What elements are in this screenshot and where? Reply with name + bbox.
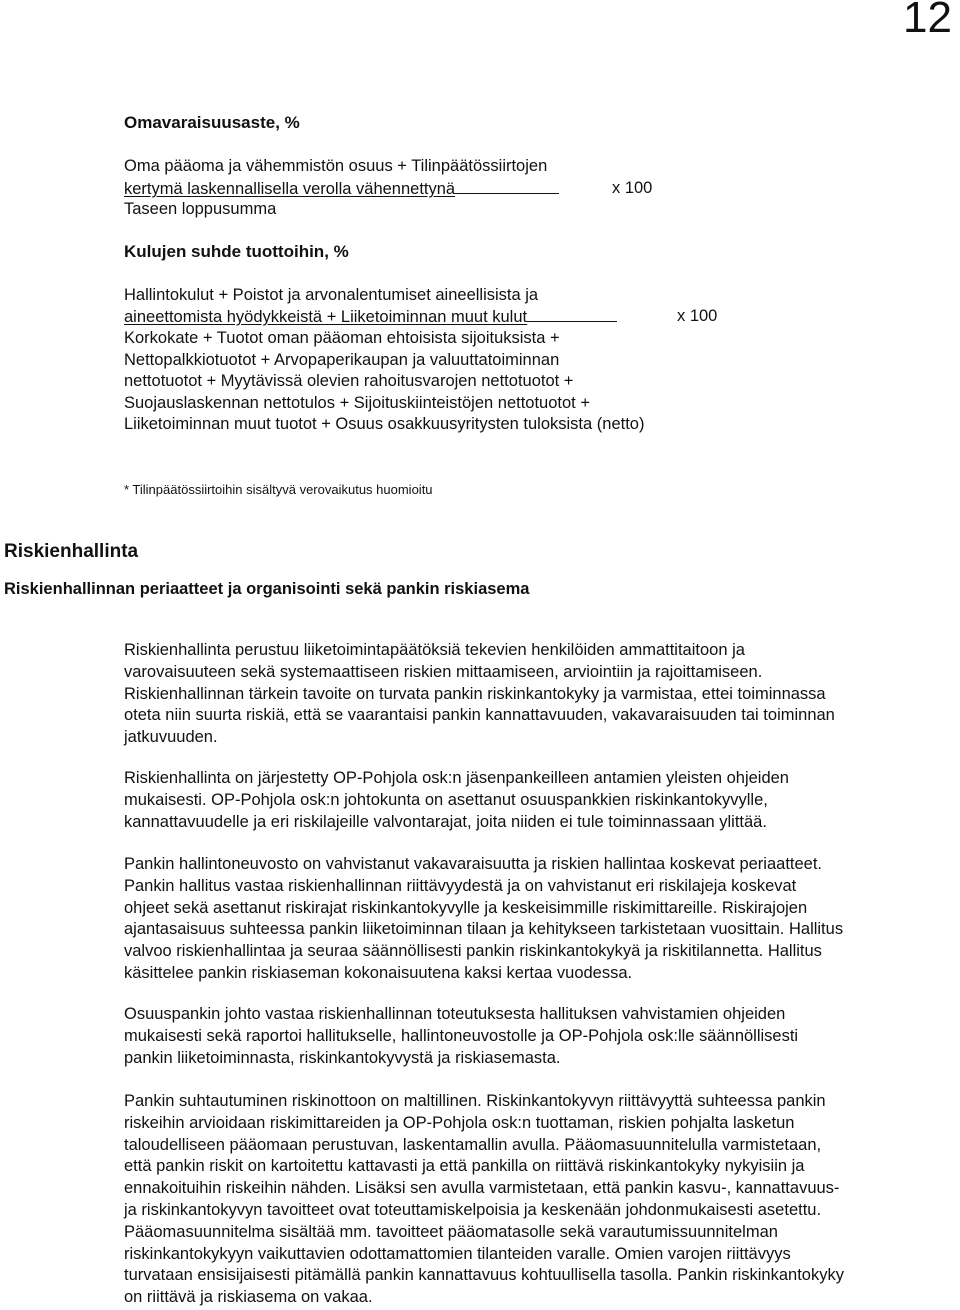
paragraph-line: valvoo riskienhallintaa ja seuraa säännöllisesti pankin riskinkantokykyä ja riskitilannetta. Hallitus: [124, 942, 822, 961]
omavaraisuus-numerator-line-1: Oma pääoma ja vähemmistön osuus + Tilinpäätössiirtojen: [124, 157, 548, 175]
paragraph-line: Pääomasuunnitelma sisältää mm. tavoitteet pääomatasolle sekä varautumissuunnitelman: [124, 1222, 778, 1241]
paragraph-line: mukaisesti sekä raportoi hallitukselle, hallintoneuvostolle ja OP-Pohjola osk:lle säännöllisesti: [124, 1026, 799, 1045]
paragraph-line: turvataan ensisijaisesti pitämällä pankin kannattavuus kohtuullisella tasolla. Pankin riskinkantokyky: [124, 1266, 844, 1285]
kulujen-numerator-text: aineettomista hyödykkeistä + Liiketoiminnan muut kulut: [124, 308, 528, 326]
kulujen-denominator-line: Nettopalkkiotuotot + Arvopaperikaupan ja valuuttatoiminnan: [124, 350, 560, 369]
paragraph-line: ja riskinkantokyvyn tavoitteet ovat toteuttamiskelpoisia ja keskenään johdonmukaisesti asetettu.: [124, 1200, 822, 1219]
omavaraisuus-heading: Omavaraisuusaste, %: [124, 113, 300, 132]
paragraph-line: riskinkantokykyyn vaikuttavien odottamattomien tilanteiden varalle. Omien varojen riittävyys: [124, 1244, 791, 1263]
omavaraisuus-multiplier: x 100: [612, 179, 653, 197]
footnote: * Tilinpäätössiirtoihin sisältyvä verovaikutus huomioitu: [124, 482, 433, 497]
paragraph-2: [124, 768, 789, 833]
omavaraisuus-denominator: Taseen loppusumma: [124, 200, 277, 218]
paragraph-line: Riskienhallinta perustuu liiketoimintapäätöksiä tekevien henkilöiden ammattitaitoon ja: [124, 641, 745, 659]
section-subtitle: Riskienhallinnan periaatteet ja organisointi sekä pankin riskiasema: [4, 580, 530, 598]
paragraph-line: ajantasaisuus suhteessa pankin liiketoiminnan tilaan ja kehitykseen tarkistetaan vuosittain. Hallitus: [124, 920, 844, 939]
kulujen-numerator-line-2: [124, 306, 617, 329]
kulujen-multiplier: x 100: [677, 307, 718, 325]
page-number: 12: [903, 0, 952, 42]
paragraph-line: Riskienhallinnan tärkein tavoite on turvata pankin riskinkantokyky ja varmistaa, ettei toiminnassa: [124, 684, 826, 703]
paragraph-line: pankin liiketoiminnasta, riskinkantokyvystä ja riskiasemasta.: [124, 1048, 561, 1067]
kulujen-numerator-line-1: Hallintokulut + Poistot ja arvonalentumiset aineellisista ja: [124, 286, 539, 304]
kulujen-denominator-line: Liiketoiminnan muut tuotot + Osuus osakkuusyritysten tuloksista (netto): [124, 415, 645, 433]
paragraph-line: kannattavuudelle ja eri riskilajeille valvontarajat, joita niiden ei tule toiminnassaan ylittää.: [124, 812, 767, 831]
paragraph-line: mukaisesti. OP-Pohjola osk:n johtokunta on asettanut osuuspankkien riskinkantokyvylle,: [124, 790, 768, 809]
fraction-bar: [527, 306, 617, 322]
paragraph-line: riskeihin arvioidaan riskimittareiden ja OP-Pohjola osk:n tuottaman, riskien pohjalta lasketun: [124, 1113, 795, 1132]
kulujen-heading: Kulujen suhde tuottoihin, %: [124, 242, 349, 261]
paragraph-line: Pankin hallitus vastaa riskienhallinnan riittävyydestä ja on vahvistanut eri riskilajeja koskevat: [124, 876, 797, 895]
paragraph-line: Pankin hallintoneuvosto on vahvistanut vakavaraisuutta ja riskien hallintaa koskevat periaatteet.: [124, 855, 823, 873]
paragraph-line: on riittävä ja riskiasema on vakaa.: [124, 1288, 373, 1307]
paragraph-4: [124, 1004, 798, 1069]
paragraph-line: ennakoituihin riskeihin nähden. Lisäksi sen avulla varmistetaan, että pankin kasvu-, kannattavuus-: [124, 1179, 840, 1198]
kulujen-denominator-line: Suojauslaskennan nettotulos + Sijoituskiinteistöjen nettotuotot +: [124, 393, 590, 412]
paragraph-line: Pankin suhtautuminen riskinottoon on maltillinen. Riskinkantokyvyn riittävyyttä suhteessa pankin: [124, 1092, 826, 1110]
paragraph-line: oteta niin suurta riskiä, että se vaarantaisi pankin kannattavuuden, vakavaraisuuden tai toiminnan: [124, 706, 835, 725]
paragraph-5: [124, 1091, 844, 1309]
paragraph-line: Riskienhallinta on järjestetty OP-Pohjola osk:n jäsenpankeilleen antamien yleisten ohjeiden: [124, 769, 789, 787]
paragraph-line: taloudelliseen pääomaan perustuvan, laskentamallin avulla. Pääomasuunnitelulla varmistetaan,: [124, 1135, 822, 1154]
paragraph-line: että pankin riskit on kartoitettu kattavasti ja että pankilla on riittävä riskinkantokyky nykyisiin ja: [124, 1157, 805, 1176]
fraction-bar: [455, 178, 559, 194]
paragraph-3: [124, 854, 843, 985]
paragraph-line: jatkuvuuden.: [124, 728, 218, 747]
kulujen-denominator-line: nettotuotot + Myytävissä olevien rahoitusvarojen nettotuotot +: [124, 372, 574, 390]
section-title: Riskienhallinta: [4, 541, 139, 562]
kulujen-denominator: [124, 328, 644, 436]
kulujen-denominator-line: Korkokate + Tuotot oman pääoman ehtoisista sijoituksista +: [124, 329, 560, 347]
paragraph-line: Osuuspankin johto vastaa riskienhallinnan toteutuksesta hallituksen vahvistamien ohjeiden: [124, 1005, 786, 1023]
paragraph-line: käsittelee pankin riskiaseman kokonaisuutena kaksi kertaa vuodessa.: [124, 963, 633, 982]
paragraph-1: [124, 640, 835, 749]
paragraph-line: ohjeet sekä asettanut riskirajat riskinkantokyvylle ja keskeisimmille riskimittareille. Riskirajojen: [124, 898, 808, 917]
omavaraisuus-numerator-line-2: [124, 178, 559, 201]
paragraph-line: varovaisuuteen sekä systemaattiseen riskien mittaamiseen, arviointiin ja rajoittamiseen.: [124, 662, 763, 681]
omavaraisuus-numerator-text: kertymä laskennallisella verolla vähennettynä: [124, 180, 456, 198]
